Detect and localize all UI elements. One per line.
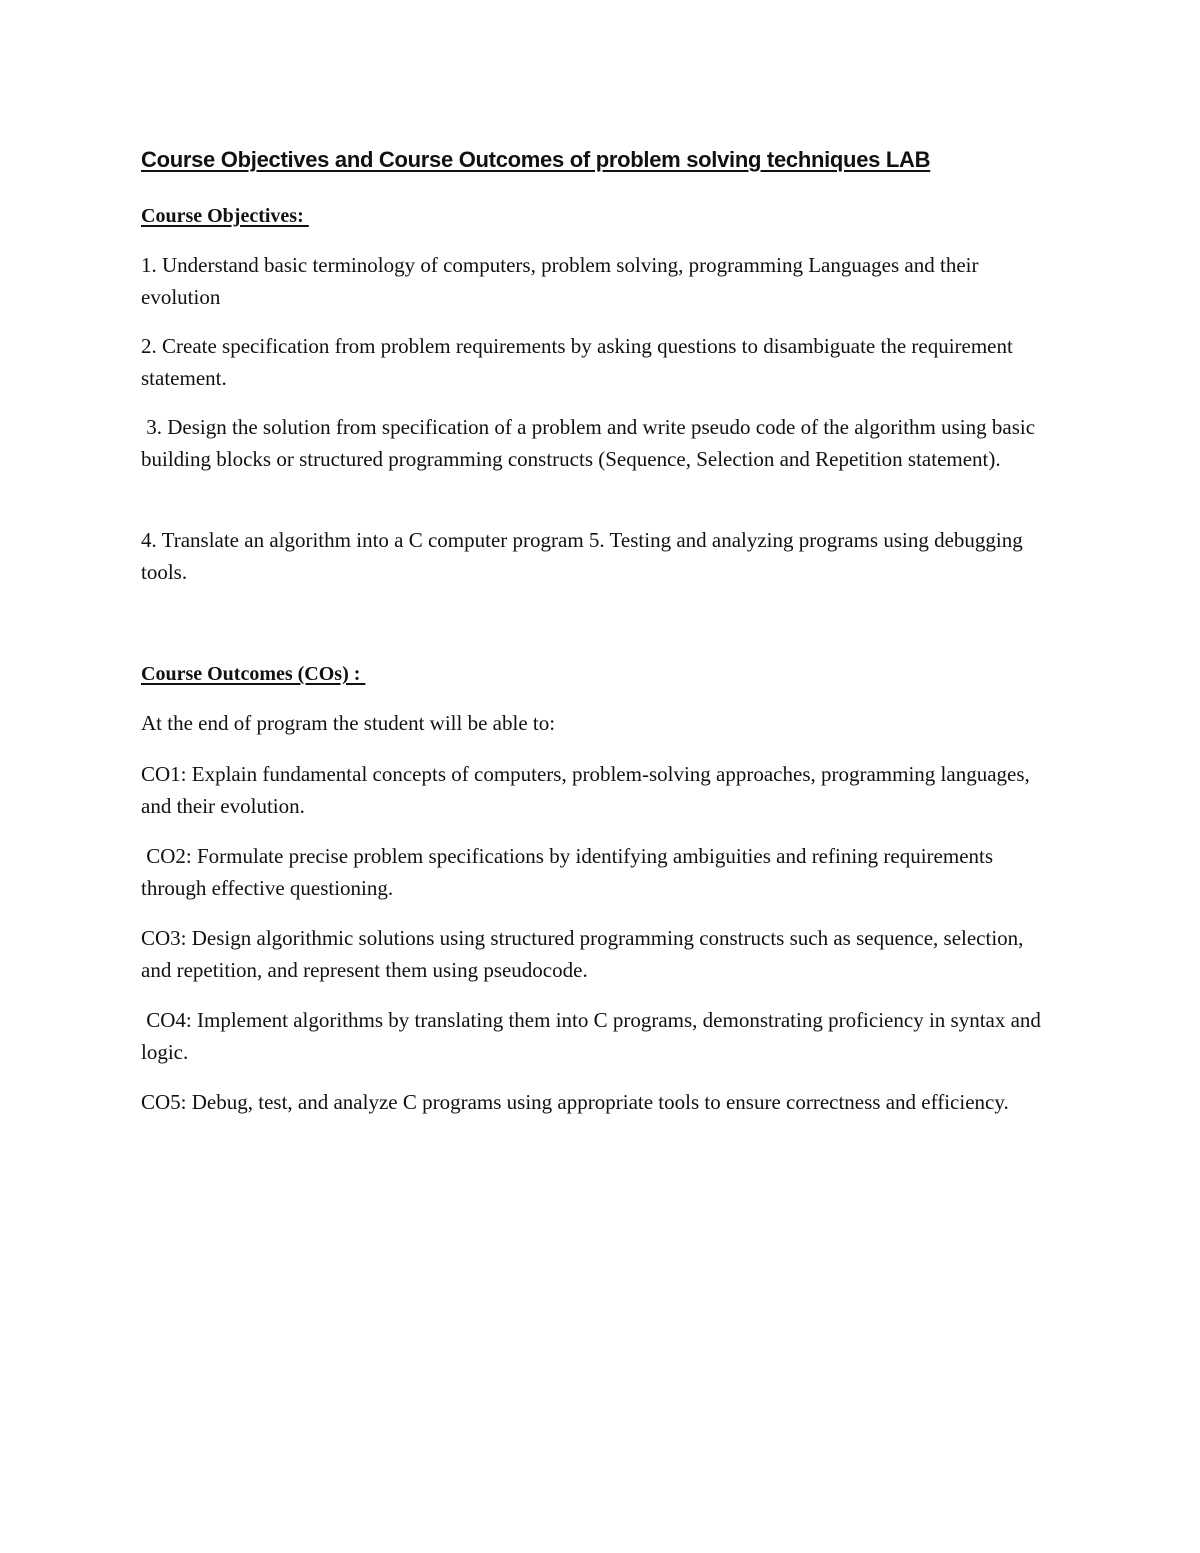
outcome-item-co1: CO1: Explain fundamental concepts of computers, problem-solving approaches, programming languages, and their evolution.	[141, 762, 1036, 818]
outcome-item-co4: CO4: Implement algorithms by translating them into C programs, demonstrating proficiency in syntax and logic.	[141, 1008, 1047, 1064]
outcomes-heading: Course Outcomes (COs) :	[141, 663, 366, 685]
objective-item-1: 1. Understand basic terminology of computers, problem solving, programming Languages and their evolution	[141, 253, 984, 309]
objectives-heading: Course Objectives:	[141, 205, 309, 227]
objective-item-4: 4. Translate an algorithm into a C computer program 5. Testing and analyzing programs using debugging tools.	[141, 528, 1028, 584]
outcome-item-co2: CO2: Formulate precise problem specifications by identifying ambiguities and refining requirements through effective questioning.	[141, 844, 999, 900]
outcome-item-co5: CO5: Debug, test, and analyze C programs using appropriate tools to ensure correctness and efficiency.	[141, 1090, 1009, 1114]
objective-item-3: 3. Design the solution from specification of a problem and write pseudo code of the algorithm using basic building blocks or structured programming constructs (Sequence, Selection and Repetition statement).	[141, 415, 1041, 471]
objective-item-2: 2. Create specification from problem requirements by asking questions to disambiguate the requirement statement.	[141, 334, 1019, 390]
document-title: Course Objectives and Course Outcomes of problem solving techniques LAB	[141, 147, 931, 172]
outcomes-intro: At the end of program the student will be able to:	[141, 711, 556, 735]
outcome-item-co3: CO3: Design algorithmic solutions using structured programming constructs such as sequence, selection, and repetition, and represent them using pseudocode.	[141, 926, 1029, 982]
